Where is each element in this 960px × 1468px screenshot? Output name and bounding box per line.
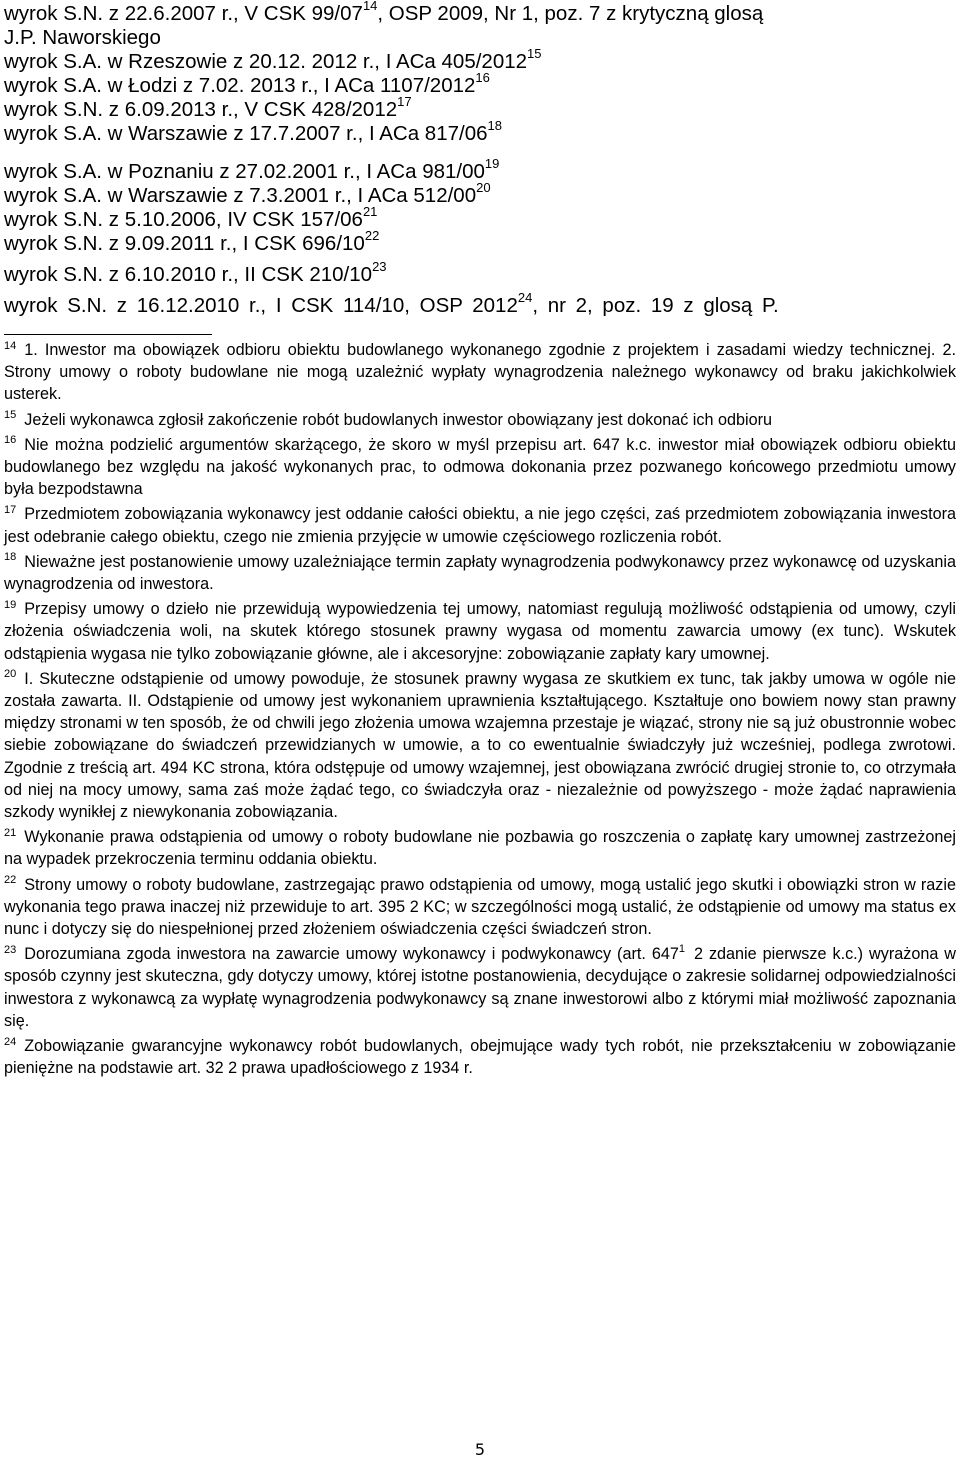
footnote-number: 19	[4, 598, 17, 611]
footnote-number: 23	[4, 943, 17, 956]
footnote: $^{20}$ I. Skuteczne odstąpienie od umowy powoduje, że stosunek prawny wygasa ze skutkiem ex tunc, tak jakby umowa w ogóle nie została zawarta. II. Odstąpienie od umowy jest wykonaniem uprawnienia kształtującego. Kształtuje ono bowiem nowy stan prawny między stronami w ten sposób, że od chwili jego złożenia umowa wzajemna przestaje je wiązać, strony nie są już obustronnie wobec siebie zobowiązane do świadczeń przewidzianych w umowie, a to co ewentualnie świadczyły już wcześniej, podlega zwrotowi. Zgodnie z treścią art. 494 KC strona, która odstępuje od umowy wzajemnej, jest obowiązana zwrócić drugiej stronie to, co otrzymała od niej na mocy umowy, sama zaś może żądać tego, co świadczyła oraz - niezależnie od powyższego - może żądać naprawienia szkody wynikłej z niewykonania zobowiązania.	[4, 668, 956, 822]
footnote: $^{22}$ Strony umowy o roboty budowlane, zastrzegając prawo odstąpienia od umowy, mogą ustalić jego skutki i obowiązki stron w razie wykonania tego prawa inaczej niż przewiduje to art. 395 2 KC; w szczególności mogą ustalić, że odstąpienie od umowy ma status ex nunc i dotyczy się do niespełnionej przed złożeniem oświadczenia części świadczeń stron.	[4, 874, 956, 939]
citation-line: wyrok S.N. z 6.10.2010 r., II CSK $210/10^{23}$	[4, 259, 387, 286]
footnote-ref: 15	[527, 46, 542, 62]
footnote-separator	[4, 334, 212, 335]
document-page	[4, 2, 956, 1083]
footnote: $^{17}$ Przedmiotem zobowiązania wykonawcy jest oddanie całości obiektu, a nie jego części, zaś przedmiotem zobowiązania inwestora jest odebranie całego obiektu, czego nie zmienia przyjęcie w umowie częściowego rozliczenia robót.	[4, 504, 956, 546]
footnote-number: 16	[4, 434, 17, 447]
citation-line: wyrok S.N. z 22.6.2007 r., V CSK $99/07^{14}$, OSP 2009, Nr 1, poz. 7 z krytyczną glosą	[4, 0, 764, 25]
footnote-ref: 21	[362, 204, 378, 220]
footnote-number: 22	[4, 874, 17, 887]
citation-line: wyrok S.A. w Warszawie z 17.7.2007 r., I ACa $817/06^{18}$	[4, 118, 502, 145]
citation-line: wyrok S.A. w Łodzi z 7.02. 2013 r., I ACa 1107/2012$^{16}$	[4, 70, 490, 97]
footnote-ref: 17	[397, 94, 412, 110]
footnote-number: 15	[4, 409, 17, 422]
article-superscript: 1	[678, 942, 685, 955]
footnote-ref: 20	[476, 180, 491, 196]
footnotes	[4, 339, 956, 1080]
footnote: $^{16}$ Nie można podzielić argumentów skarżącego, że skoro w myśl przepisu art. 647 k.c. inwestor miał obowiązek odbioru obiektu budowlanego bez względu na jakość wykonanych prac, to odmowa dokonania przez pozwanego końcowego przedmiotu umowy była bezpodstawna	[4, 434, 956, 499]
footnote: $^{23}$ Dorozumiana zgoda inwestora na zawarcie umowy wykonawcy i podwykonawcy (art. $647^1$ 2 zdanie pierwsze k.c.) wyrażona w sposób czynny jest skuteczna, gdy dotyczy umowy, której istotne postanowienia, decydujące o zakresie solidarnej odpowiedzialności inwestora z wykonawcą za wypłatę wynagrodzenia podwykonawcy są znane inwestorowi albo z którymi miał możliwość zapoznania się.	[4, 942, 957, 1030]
citation-line: J.P. Naworskiego	[4, 26, 161, 49]
citation-line: wyrok S.A. w Warszawie z 7.3.2001 r., I ACa $512/00^{20}$	[4, 180, 491, 207]
footnote-ref: 19	[484, 156, 500, 172]
footnote-ref: 23	[372, 259, 387, 275]
citation-line: wyrok S.A. w Poznaniu z 27.02.2001 r., I ACa $981/00^{19}$	[4, 156, 500, 183]
footnote: $^{14}$ 1. Inwestor ma obowiązek odbioru obiektu budowlanego wykonanego zgodnie z projektem i zasadami wiedzy technicznej. 2. Strony umowy o roboty budowlane nie mogą uzależnić wypłaty wynagrodzenia należnego wykonawcy od braku jakichkolwiek usterek.	[4, 339, 956, 404]
citation-list	[4, 2, 956, 318]
citation-line: wyrok S.A. w Rzeszowie z 20.12. 2012 r., I ACa 405/2012$^{15}$	[4, 46, 542, 73]
footnote-ref: 22	[364, 228, 380, 244]
footnote-ref: 16	[475, 70, 490, 86]
footnote-ref: 18	[487, 118, 502, 134]
footnote: $^{21}$ Wykonanie prawa odstąpienia od umowy o roboty budowlane nie pozbawia go roszczenia o zapłatę kary umownej zastrzeżonej na wypadek przekroczenia terminu oddania obiektu.	[4, 826, 956, 869]
footnote-number: 20	[4, 668, 17, 681]
footnote-number: 14	[4, 339, 17, 352]
footnote-ref: 24	[517, 290, 533, 306]
footnote-number: 18	[4, 551, 17, 564]
footnote-number: 17	[4, 504, 17, 517]
citation-line: wyrok S.N. z 5.10.2006, IV CSK $157/06^{21}$	[4, 204, 378, 231]
footnote: $^{24}$ Zobowiązanie gwarancyjne wykonawcy robót budowlanych, obejmujące wady tych robót, nie przekształceniu w zobowiązanie pieniężne na podstawie art. 32 2 prawa upadłościowego z 1934 r.	[4, 1035, 956, 1078]
footnote-number: 24	[4, 1035, 17, 1048]
footnote-ref: 14	[362, 0, 378, 14]
footnote: $^{15}$ Jeżeli wykonawca zgłosił zakończenie robót budowlanych inwestor obowiązany jest dokonać ich odbioru	[4, 409, 772, 429]
footnote-number: 21	[4, 826, 17, 839]
citation-line: wyrok S.N. z 9.09.2011 r., I CSK $696/10^{22}$	[4, 228, 380, 255]
citation-line: wyrok S.N. z 16.12.2010 r., I CSK 114/10, OSP 2012$^{24}$, nr 2, poz. 19 z glosą P.	[4, 290, 779, 317]
footnote: $^{19}$ Przepisy umowy o dzieło nie przewidują wypowiedzenia tej umowy, natomiast regulują możliwość odstąpienia od umowy, czyli złożenia oświadczenia woli, na skutek którego stosunek prawny wygasa od momentu zawarcia umowy (ex tunc). Wskutek odstąpienia wygasa nie tylko zobowiązanie główne, ale i akcesoryjne: zobowiązanie zapłaty kary umownej.	[4, 598, 956, 663]
footnote: $^{18}$ Nieważne jest postanowienie umowy uzależniające termin zapłaty wynagrodzenia podwykonawcy przez wykonawcę od uzyskania wynagrodzenia od inwestora.	[4, 551, 956, 594]
page-number: 5	[474, 1440, 486, 1459]
citation-line: wyrok S.N. z 6.09.2013 r., V CSK 428/2012$^{17}$	[4, 94, 412, 121]
